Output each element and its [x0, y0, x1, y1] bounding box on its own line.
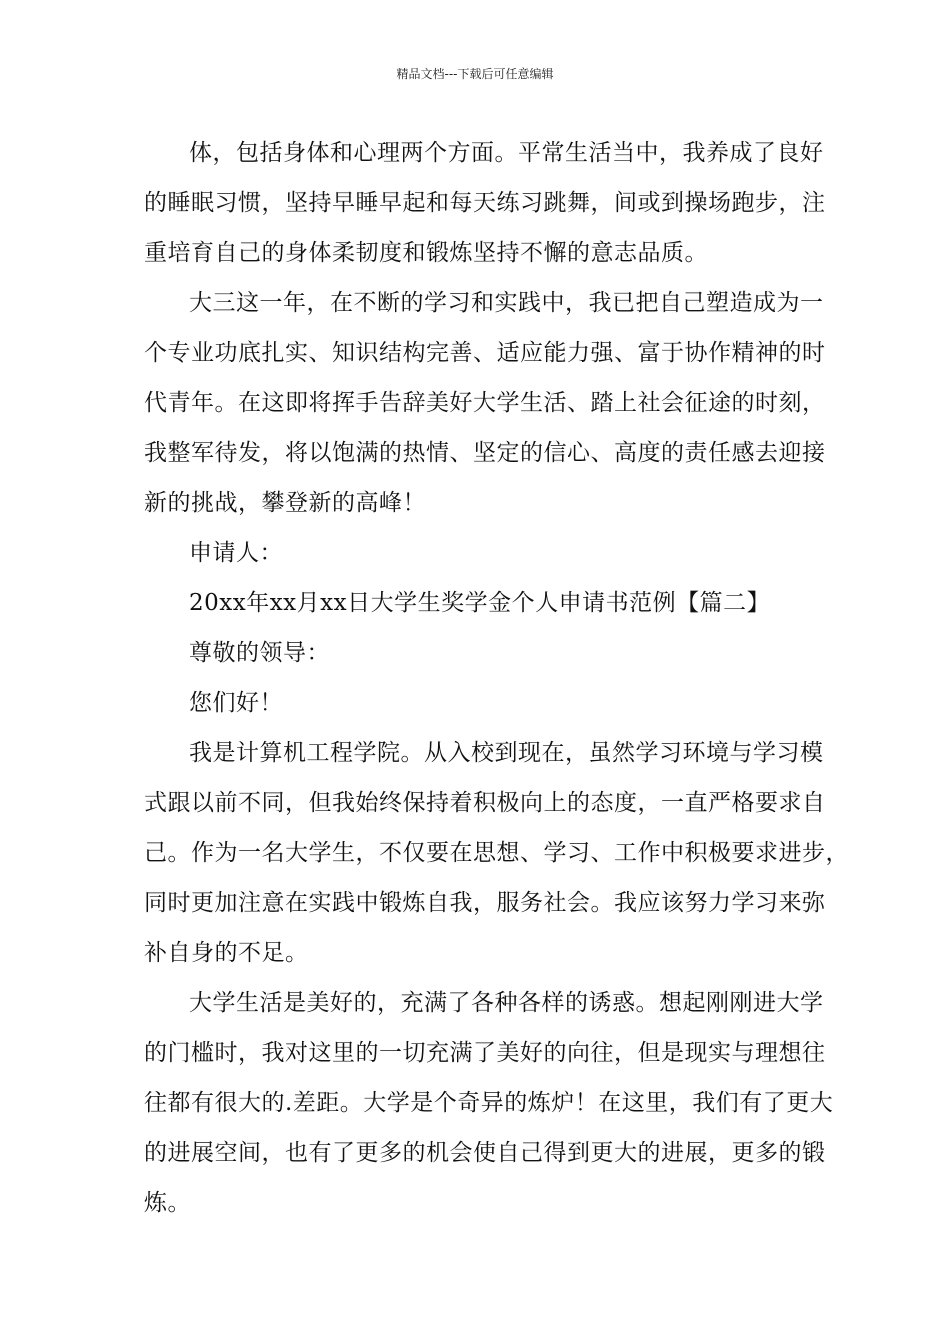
- salutation: 尊敬的领导：: [189, 640, 330, 666]
- applicant-label: 申请人：: [189, 540, 283, 566]
- paragraph-line: 己。作为一名大学生，不仅要在思想、学习、工作中积极要求进步，: [144, 840, 849, 866]
- section-title: 20xx年xx月xx日大学生奖学金个人申请书范例【篇二】: [189, 590, 771, 616]
- paragraph-line: 代青年。在这即将挥手告辞美好大学生活、踏上社会征途的时刻，: [144, 390, 826, 416]
- paragraph-line: 重培育自己的身体柔韧度和锻炼坚持不懈的意志品质。: [144, 240, 708, 266]
- paragraph-line: 大学生活是美好的，充满了各种各样的诱惑。想起刚刚进大学: [189, 990, 824, 1016]
- paragraph-line: 大三这一年，在不断的学习和实践中，我已把自己塑造成为一: [189, 290, 824, 316]
- paragraph-line: 我是计算机工程学院。从入校到现在，虽然学习环境与学习模: [189, 740, 824, 766]
- paragraph-line: 的门槛时，我对这里的一切充满了美好的向往，但是现实与理想往: [144, 1040, 826, 1066]
- paragraph-line: 的睡眠习惯，坚持早睡早起和每天练习跳舞，间或到操场跑步，注: [144, 190, 826, 216]
- paragraph-line: 式跟以前不同，但我始终保持着积极向上的态度，一直严格要求自: [144, 790, 826, 816]
- paragraph-line: 往都有很大的.差距。大学是个奇异的炼炉！在这里，我们有了更大: [144, 1090, 834, 1116]
- greeting: 您们好！: [189, 690, 283, 716]
- paragraph-line: 同时更加注意在实践中锻炼自我，服务社会。我应该努力学习来弥: [144, 890, 826, 916]
- paragraph-line: 我整军待发，将以饱满的热情、坚定的信心、高度的责任感去迎接: [144, 440, 826, 466]
- paragraph-line: 的进展空间，也有了更多的机会使自己得到更大的进展，更多的锻: [144, 1140, 826, 1166]
- paragraph-line: 个专业功底扎实、知识结构完善、适应能力强、富于协作精神的时: [144, 340, 826, 366]
- paragraph-line: 新的挑战，攀登新的高峰！: [144, 490, 426, 516]
- page-header: 精品文档---下载后可任意编辑: [396, 67, 554, 81]
- paragraph-line: 炼。: [144, 1190, 191, 1216]
- paragraph-line: 体，包括身体和心理两个方面。平常生活当中，我养成了良好: [189, 140, 824, 166]
- paragraph-line: 补自身的不足。: [144, 940, 309, 966]
- document-body: [144, 128, 849, 1228]
